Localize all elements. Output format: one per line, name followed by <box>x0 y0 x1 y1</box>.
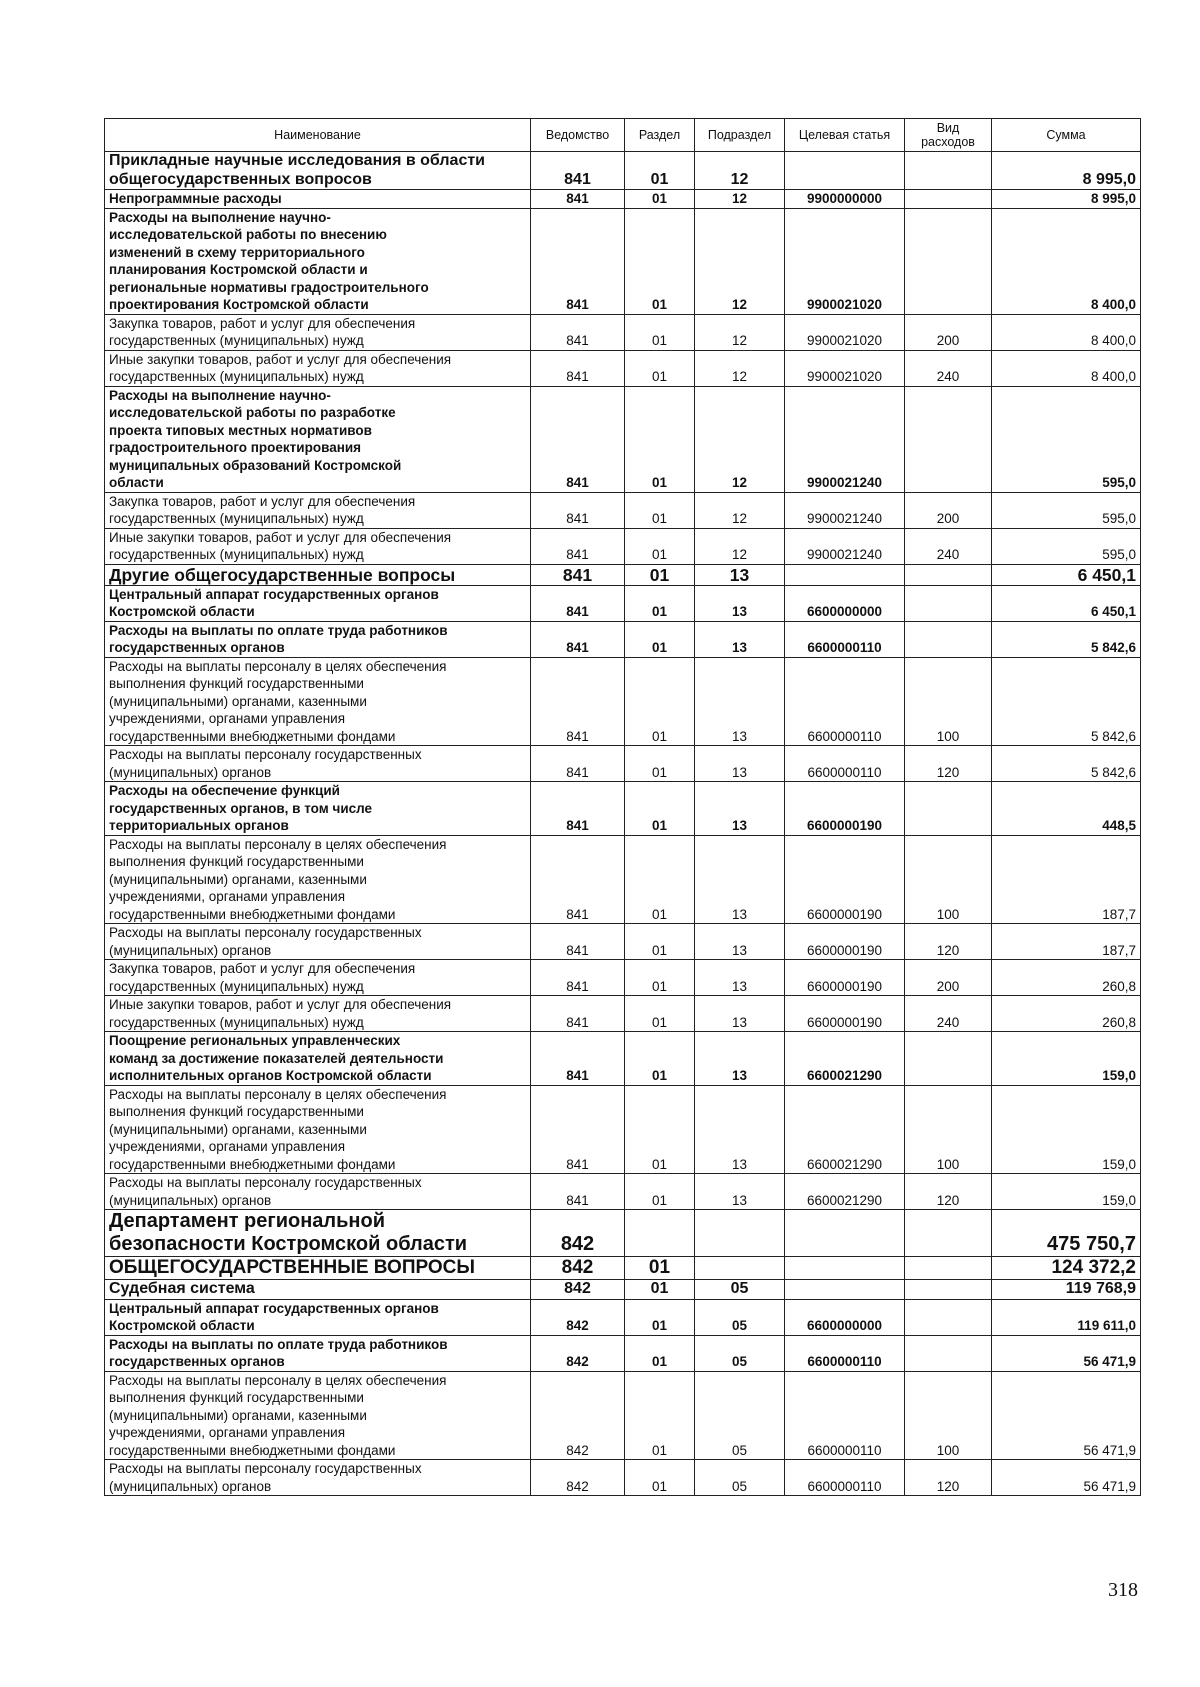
row-target-article: 6600000110 <box>785 657 905 746</box>
row-department: 842 <box>531 1257 625 1280</box>
row-target-article: 9900021240 <box>785 386 905 492</box>
table-row <box>105 1085 1141 1174</box>
row-section: 01 <box>625 1335 695 1371</box>
row-subsection <box>695 1210 785 1257</box>
row-expense-type <box>905 621 992 657</box>
table-row <box>105 1257 1141 1280</box>
row-department: 841 <box>531 657 625 746</box>
row-sum: 595,0 <box>992 492 1141 528</box>
row-expense-type: 100 <box>905 1371 992 1460</box>
row-subsection: 05 <box>695 1460 785 1496</box>
row-target-article: 9900021240 <box>785 492 905 528</box>
row-expense-type: 120 <box>905 1460 992 1496</box>
row-expense-type: 100 <box>905 1085 992 1174</box>
row-subsection: 13 <box>695 1085 785 1174</box>
row-sum: 6 450,1 <box>992 564 1141 585</box>
row-subsection <box>695 1257 785 1280</box>
row-department: 842 <box>531 1371 625 1460</box>
row-name: Расходы на обеспечение функций государственных органов, в том числе территориальных органов <box>105 782 531 836</box>
row-subsection: 13 <box>695 1032 785 1086</box>
row-department: 841 <box>531 350 625 386</box>
row-department: 841 <box>531 190 625 209</box>
row-expense-type: 200 <box>905 492 992 528</box>
row-subsection: 12 <box>695 528 785 564</box>
row-section: 01 <box>625 190 695 209</box>
row-section: 01 <box>625 960 695 996</box>
row-section: 01 <box>625 585 695 621</box>
budget-table <box>104 118 1141 1496</box>
row-expense-type: 120 <box>905 1174 992 1210</box>
row-department: 841 <box>531 386 625 492</box>
row-target-article: 9900021020 <box>785 208 905 314</box>
row-subsection: 05 <box>695 1280 785 1300</box>
table-header-row <box>105 119 1141 152</box>
row-subsection: 13 <box>695 746 785 782</box>
table-row <box>105 835 1141 924</box>
row-sum: 159,0 <box>992 1085 1141 1174</box>
row-target-article <box>785 1280 905 1300</box>
row-subsection: 12 <box>695 152 785 190</box>
row-name: Закупка товаров, работ и услуг для обеспечения государственных (муниципальных) нужд <box>105 960 531 996</box>
row-expense-type: 200 <box>905 314 992 350</box>
row-section: 01 <box>625 492 695 528</box>
row-sum: 159,0 <box>992 1174 1141 1210</box>
row-name: Расходы на выплаты по оплате труда работников государственных органов <box>105 621 531 657</box>
row-name: Расходы на выплаты персоналу в целях обеспечения выполнения функций государственными (муниципальными) органами, казенными учреждениями, органами управления государственными внебюджетными фондами <box>105 1371 531 1460</box>
header-target-article: Целевая статья <box>785 119 905 152</box>
row-target-article: 6600000110 <box>785 1371 905 1460</box>
row-name: Расходы на выполнение научно- исследовательской работы по разработке проекта типовых местных нормативов градостроительного проектирования муниципальных образований Костромской области <box>105 386 531 492</box>
table-row <box>105 152 1141 190</box>
row-department: 842 <box>531 1335 625 1371</box>
row-section: 01 <box>625 386 695 492</box>
row-subsection: 05 <box>695 1335 785 1371</box>
table-row <box>105 564 1141 585</box>
row-expense-type <box>905 1335 992 1371</box>
header-expense-type: Вид расходов <box>905 119 992 152</box>
row-name: Другие общегосударственные вопросы <box>105 564 531 585</box>
table-row <box>105 1460 1141 1496</box>
row-subsection: 13 <box>695 835 785 924</box>
row-expense-type: 100 <box>905 657 992 746</box>
row-expense-type <box>905 782 992 836</box>
row-subsection: 13 <box>695 1174 785 1210</box>
row-expense-type <box>905 1032 992 1086</box>
row-expense-type <box>905 152 992 190</box>
row-section: 01 <box>625 528 695 564</box>
row-subsection: 12 <box>695 208 785 314</box>
row-department: 841 <box>531 1032 625 1086</box>
row-target-article <box>785 1210 905 1257</box>
row-sum: 8 400,0 <box>992 208 1141 314</box>
row-subsection: 05 <box>695 1299 785 1335</box>
table-row <box>105 492 1141 528</box>
row-subsection: 13 <box>695 924 785 960</box>
row-department: 841 <box>531 746 625 782</box>
row-name: Расходы на выплаты по оплате труда работников государственных органов <box>105 1335 531 1371</box>
row-sum: 119 768,9 <box>992 1280 1141 1300</box>
row-expense-type <box>905 1299 992 1335</box>
row-subsection: 13 <box>695 657 785 746</box>
row-sum: 475 750,7 <box>992 1210 1141 1257</box>
row-name: Закупка товаров, работ и услуг для обеспечения государственных (муниципальных) нужд <box>105 492 531 528</box>
row-department: 841 <box>531 564 625 585</box>
row-section: 01 <box>625 1257 695 1280</box>
row-department: 841 <box>531 1085 625 1174</box>
header-sum: Сумма <box>992 119 1141 152</box>
row-target-article: 6600000110 <box>785 1335 905 1371</box>
row-target-article: 9900021020 <box>785 314 905 350</box>
table-row <box>105 924 1141 960</box>
row-name: Закупка товаров, работ и услуг для обеспечения государственных (муниципальных) нужд <box>105 314 531 350</box>
row-name: Расходы на выплаты персоналу государственных (муниципальных) органов <box>105 746 531 782</box>
row-subsection: 05 <box>695 1371 785 1460</box>
row-name: Центральный аппарат государственных органов Костромской области <box>105 1299 531 1335</box>
table-row <box>105 314 1141 350</box>
row-department: 841 <box>531 528 625 564</box>
row-department: 841 <box>531 996 625 1032</box>
row-sum: 595,0 <box>992 528 1141 564</box>
table-row <box>105 1371 1141 1460</box>
row-subsection: 13 <box>695 585 785 621</box>
row-sum: 56 471,9 <box>992 1335 1141 1371</box>
row-department: 842 <box>531 1299 625 1335</box>
row-sum: 5 842,6 <box>992 746 1141 782</box>
row-target-article: 6600000000 <box>785 1299 905 1335</box>
row-department: 841 <box>531 152 625 190</box>
row-section: 01 <box>625 350 695 386</box>
row-expense-type: 120 <box>905 746 992 782</box>
row-sum: 448,5 <box>992 782 1141 836</box>
table-row <box>105 350 1141 386</box>
table-row <box>105 1032 1141 1086</box>
row-expense-type <box>905 190 992 209</box>
row-department: 842 <box>531 1210 625 1257</box>
row-target-article: 6600000000 <box>785 585 905 621</box>
row-target-article: 6600000110 <box>785 1460 905 1496</box>
row-target-article: 6600000190 <box>785 996 905 1032</box>
row-expense-type <box>905 386 992 492</box>
table-row <box>105 657 1141 746</box>
row-target-article: 6600000190 <box>785 960 905 996</box>
row-section: 01 <box>625 1032 695 1086</box>
row-name: Центральный аппарат государственных органов Костромской области <box>105 585 531 621</box>
header-section: Раздел <box>625 119 695 152</box>
row-sum: 159,0 <box>992 1032 1141 1086</box>
table-row <box>105 746 1141 782</box>
row-subsection: 13 <box>695 621 785 657</box>
row-sum: 187,7 <box>992 835 1141 924</box>
header-department: Ведомство <box>531 119 625 152</box>
row-expense-type <box>905 585 992 621</box>
row-section: 01 <box>625 746 695 782</box>
row-section: 01 <box>625 621 695 657</box>
row-name: Расходы на выплаты персоналу государственных (муниципальных) органов <box>105 1460 531 1496</box>
row-sum: 56 471,9 <box>992 1371 1141 1460</box>
row-name: Поощрение региональных управленческих команд за достижение показателей деятельности исполнительных органов Костромской области <box>105 1032 531 1086</box>
row-sum: 8 995,0 <box>992 152 1141 190</box>
row-department: 841 <box>531 782 625 836</box>
row-sum: 56 471,9 <box>992 1460 1141 1496</box>
row-name: Иные закупки товаров, работ и услуг для обеспечения государственных (муниципальных) нужд <box>105 996 531 1032</box>
table-row <box>105 190 1141 209</box>
row-department: 841 <box>531 1174 625 1210</box>
row-target-article: 6600000110 <box>785 621 905 657</box>
row-subsection: 12 <box>695 492 785 528</box>
row-department: 841 <box>531 835 625 924</box>
row-department: 841 <box>531 492 625 528</box>
row-subsection: 13 <box>695 564 785 585</box>
row-name: Расходы на выплаты персоналу в целях обеспечения выполнения функций государственными (муниципальными) органами, казенными учреждениями, органами управления государственными внебюджетными фондами <box>105 1085 531 1174</box>
table-row <box>105 386 1141 492</box>
row-section: 01 <box>625 782 695 836</box>
row-expense-type: 240 <box>905 528 992 564</box>
row-sum: 260,8 <box>992 960 1141 996</box>
row-sum: 187,7 <box>992 924 1141 960</box>
row-target-article: 9900021240 <box>785 528 905 564</box>
row-target-article: 6600000190 <box>785 924 905 960</box>
table-row <box>105 1280 1141 1300</box>
page-number: 318 <box>1108 1579 1138 1601</box>
row-name: Иные закупки товаров, работ и услуг для обеспечения государственных (муниципальных) нужд <box>105 528 531 564</box>
row-name: Прикладные научные исследования в области общегосударственных вопросов <box>105 152 531 190</box>
row-name: Расходы на выплаты персоналу в целях обеспечения выполнения функций государственными (муниципальными) органами, казенными учреждениями, органами управления государственными внебюджетными фондами <box>105 835 531 924</box>
row-name: Расходы на выплаты персоналу государственных (муниципальных) органов <box>105 1174 531 1210</box>
row-expense-type <box>905 1257 992 1280</box>
row-section: 01 <box>625 996 695 1032</box>
row-expense-type <box>905 208 992 314</box>
row-target-article <box>785 1257 905 1280</box>
row-subsection: 12 <box>695 386 785 492</box>
row-department: 841 <box>531 960 625 996</box>
row-sum: 5 842,6 <box>992 621 1141 657</box>
row-expense-type: 120 <box>905 924 992 960</box>
row-section: 01 <box>625 1085 695 1174</box>
row-sum: 5 842,6 <box>992 657 1141 746</box>
table-row <box>105 1335 1141 1371</box>
row-name: ОБЩЕГОСУДАРСТВЕННЫЕ ВОПРОСЫ <box>105 1257 531 1280</box>
row-section: 01 <box>625 208 695 314</box>
row-target-article: 6600021290 <box>785 1174 905 1210</box>
row-sum: 260,8 <box>992 996 1141 1032</box>
row-section: 01 <box>625 657 695 746</box>
row-section: 01 <box>625 314 695 350</box>
row-target-article <box>785 564 905 585</box>
row-section: 01 <box>625 1299 695 1335</box>
row-section: 01 <box>625 1371 695 1460</box>
row-department: 841 <box>531 585 625 621</box>
row-section: 01 <box>625 152 695 190</box>
row-name: Расходы на выполнение научно- исследовательской работы по внесению изменений в схему территориального планирования Костромской области и региональные нормативы градостроительного проектирования Костромской области <box>105 208 531 314</box>
row-department: 842 <box>531 1460 625 1496</box>
table-row <box>105 782 1141 836</box>
table-row <box>105 1210 1141 1257</box>
row-department: 841 <box>531 924 625 960</box>
table-row <box>105 996 1141 1032</box>
row-section: 01 <box>625 1280 695 1300</box>
row-section: 01 <box>625 1174 695 1210</box>
row-name: Расходы на выплаты персоналу в целях обеспечения выполнения функций государственными (муниципальными) органами, казенными учреждениями, органами управления государственными внебюджетными фондами <box>105 657 531 746</box>
row-target-article: 6600021290 <box>785 1085 905 1174</box>
row-sum: 8 400,0 <box>992 314 1141 350</box>
row-name: Департамент региональной безопасности Костромской области <box>105 1210 531 1257</box>
row-sum: 595,0 <box>992 386 1141 492</box>
row-expense-type <box>905 564 992 585</box>
row-section: 01 <box>625 564 695 585</box>
table-row <box>105 960 1141 996</box>
row-department: 842 <box>531 1280 625 1300</box>
table-row <box>105 1299 1141 1335</box>
row-section: 01 <box>625 924 695 960</box>
row-name: Непрограммные расходы <box>105 190 531 209</box>
row-subsection: 12 <box>695 314 785 350</box>
row-subsection: 12 <box>695 350 785 386</box>
table-row <box>105 585 1141 621</box>
table-row <box>105 528 1141 564</box>
header-subsection: Подраздел <box>695 119 785 152</box>
header-name: Наименование <box>105 119 531 152</box>
row-expense-type: 100 <box>905 835 992 924</box>
table-row <box>105 621 1141 657</box>
row-expense-type <box>905 1210 992 1257</box>
row-target-article <box>785 152 905 190</box>
row-section: 01 <box>625 835 695 924</box>
table-row <box>105 208 1141 314</box>
row-name: Расходы на выплаты персоналу государственных (муниципальных) органов <box>105 924 531 960</box>
row-expense-type: 240 <box>905 350 992 386</box>
row-department: 841 <box>531 208 625 314</box>
row-section: 01 <box>625 1460 695 1496</box>
row-target-article: 6600021290 <box>785 1032 905 1086</box>
table-row <box>105 1174 1141 1210</box>
row-subsection: 13 <box>695 960 785 996</box>
row-sum: 6 450,1 <box>992 585 1141 621</box>
row-section <box>625 1210 695 1257</box>
row-target-article: 9900000000 <box>785 190 905 209</box>
row-name: Судебная система <box>105 1280 531 1300</box>
row-sum: 124 372,2 <box>992 1257 1141 1280</box>
row-expense-type <box>905 1280 992 1300</box>
row-target-article: 6600000190 <box>785 782 905 836</box>
row-department: 841 <box>531 314 625 350</box>
row-sum: 8 995,0 <box>992 190 1141 209</box>
row-name: Иные закупки товаров, работ и услуг для обеспечения государственных (муниципальных) нужд <box>105 350 531 386</box>
row-target-article: 6600000110 <box>785 746 905 782</box>
row-subsection: 13 <box>695 782 785 836</box>
row-department: 841 <box>531 621 625 657</box>
row-subsection: 13 <box>695 996 785 1032</box>
row-subsection: 12 <box>695 190 785 209</box>
row-expense-type: 200 <box>905 960 992 996</box>
row-target-article: 6600000190 <box>785 835 905 924</box>
row-sum: 119 611,0 <box>992 1299 1141 1335</box>
row-sum: 8 400,0 <box>992 350 1141 386</box>
row-target-article: 9900021020 <box>785 350 905 386</box>
row-expense-type: 240 <box>905 996 992 1032</box>
